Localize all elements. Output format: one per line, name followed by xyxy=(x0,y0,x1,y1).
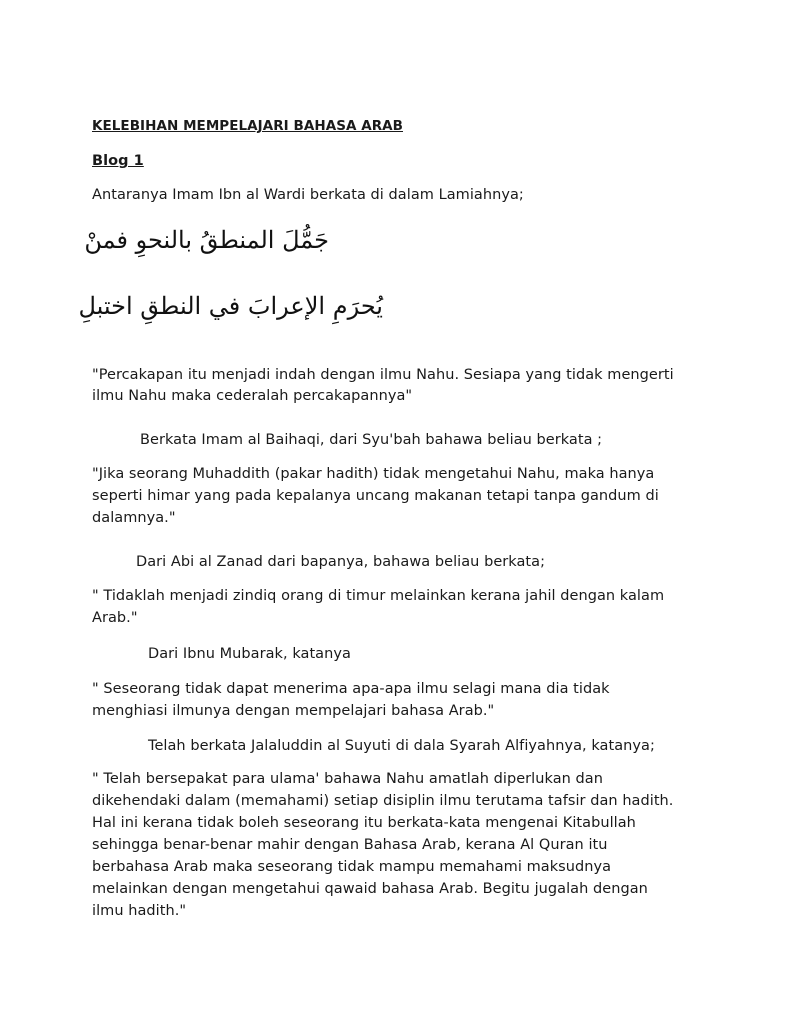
narrator-2: Dari Abi al Zanad dari bapanya, bahawa beliau berkata; xyxy=(136,554,546,570)
paragraph-5-line-5: berbahasa Arab maka seseorang tidak mampu memahami maksudnya xyxy=(92,859,612,875)
paragraph-5-line-7: ilmu hadith." xyxy=(92,903,187,919)
paragraph-4-line-1: " Seseorang tidak dapat menerima apa-apa ilmu selagi mana dia tidak xyxy=(92,681,610,697)
paragraph-3-line-2: Arab." xyxy=(92,610,138,626)
paragraph-3-line-1: " Tidaklah menjadi zindiq orang di timur melainkan kerana jahil dengan kalam xyxy=(92,588,665,604)
paragraph-2-line-2: seperti himar yang pada kepalanya uncang makanan tetapi tanpa gandum di xyxy=(92,488,659,504)
paragraph-5-line-3: Hal ini kerana tidak boleh seseorang itu berkata-kata mengenai Kitabullah xyxy=(92,815,636,831)
paragraph-2-line-1: "Jika seorang Muhaddith (pakar hadith) tidak mengetahui Nahu, maka hanya xyxy=(92,466,655,482)
paragraph-5-line-4: sehingga benar-benar mahir dengan Bahasa Arab, kerana Al Quran itu xyxy=(92,837,608,853)
narrator-3: Dari Ibnu Mubarak, katanya xyxy=(148,646,351,662)
paragraph-5-line-2: dikehendaki dalam (memahami) setiap disiplin ilmu terutama tafsir dan hadith. xyxy=(92,793,674,809)
intro-text: Antaranya Imam Ibn al Wardi berkata di dalam Lamiahnya; xyxy=(92,187,524,203)
narrator-4: Telah berkata Jalaluddin al Suyuti di dala Syarah Alfiyahnya, katanya; xyxy=(148,738,655,754)
paragraph-1-line-1: "Percakapan itu menjadi indah dengan ilmu Nahu. Sesiapa yang tidak mengerti xyxy=(92,367,674,383)
arabic-verse-1: جَمُّلَ المنطقُ بالنحوِ فمنْ xyxy=(84,226,329,254)
paragraph-5-line-1: " Telah bersepakat para ulama' bahawa Nahu amatlah diperlukan dan xyxy=(92,771,603,787)
document-subtitle: Blog 1 xyxy=(92,153,144,169)
narrator-1: Berkata Imam al Baihaqi, dari Syu'bah bahawa beliau berkata ; xyxy=(140,432,603,448)
paragraph-2-line-3: dalamnya." xyxy=(92,510,176,526)
paragraph-1-line-2: ilmu Nahu maka cederalah percakapannya" xyxy=(92,388,413,404)
paragraph-5-line-6: melainkan dengan mengetahui qawaid bahasa Arab. Begitu jugalah dengan xyxy=(92,881,648,897)
arabic-verse-2: يُحرَمِ الإعرابَ في النطقِ اختبلِ xyxy=(78,292,383,320)
document-title: KELEBIHAN MEMPELAJARI BAHASA ARAB xyxy=(92,118,403,134)
paragraph-4-line-2: menghiasi ilmunya dengan mempelajari bahasa Arab." xyxy=(92,703,495,719)
